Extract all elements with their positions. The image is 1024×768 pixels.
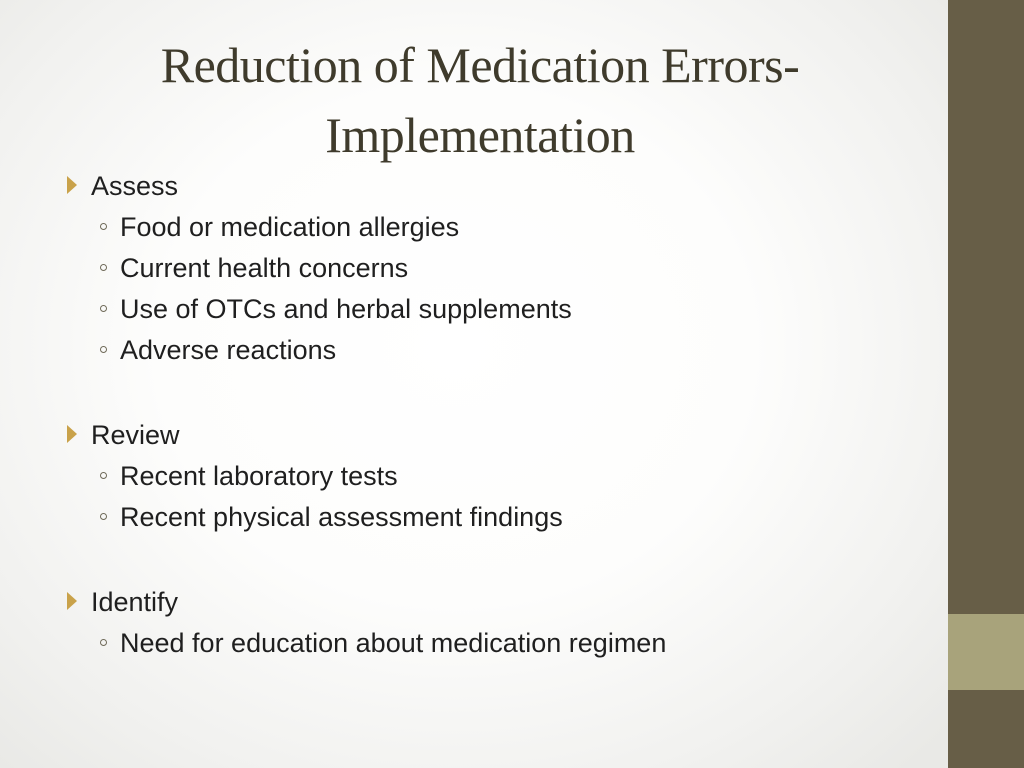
title-line-1: Reduction of Medication Errors- xyxy=(160,37,800,93)
circle-bullet-icon xyxy=(100,305,107,312)
section-heading: Assess xyxy=(91,171,179,201)
triangle-bullet-icon xyxy=(67,425,77,443)
section-identify xyxy=(62,582,922,664)
decorative-side-accent xyxy=(948,614,1024,690)
title-line-2: Implementation xyxy=(325,107,635,163)
sub-item-text: Food or medication allergies xyxy=(120,212,460,242)
section-review xyxy=(62,415,922,538)
sub-item-text: Recent physical assessment findings xyxy=(120,502,563,532)
sub-item-text: Need for education about medication regimen xyxy=(120,628,667,658)
sub-list-item xyxy=(62,289,922,330)
triangle-bullet-icon xyxy=(67,592,77,610)
circle-bullet-icon xyxy=(100,639,107,646)
sub-item-text: Recent laboratory tests xyxy=(120,461,398,491)
sub-list-item xyxy=(62,456,922,497)
sub-list-item xyxy=(62,497,922,538)
sub-list-item xyxy=(62,623,922,664)
sub-item-text: Adverse reactions xyxy=(120,335,337,365)
triangle-bullet-icon xyxy=(67,176,77,194)
sub-item-text: Use of OTCs and herbal supplements xyxy=(120,294,572,324)
sub-list-item xyxy=(62,207,922,248)
page-title xyxy=(40,30,920,170)
bullet-list xyxy=(62,166,922,708)
section-assess xyxy=(62,166,922,371)
sub-item-text: Current health concerns xyxy=(120,253,409,283)
list-item xyxy=(62,415,922,456)
circle-bullet-icon xyxy=(100,346,107,353)
circle-bullet-icon xyxy=(100,513,107,520)
circle-bullet-icon xyxy=(100,223,107,230)
list-item xyxy=(62,582,922,623)
circle-bullet-icon xyxy=(100,472,107,479)
section-heading: Identify xyxy=(91,587,179,617)
circle-bullet-icon xyxy=(100,264,107,271)
list-item xyxy=(62,166,922,207)
section-heading: Review xyxy=(91,420,180,450)
sub-list-item xyxy=(62,248,922,289)
sub-list-item xyxy=(62,330,922,371)
